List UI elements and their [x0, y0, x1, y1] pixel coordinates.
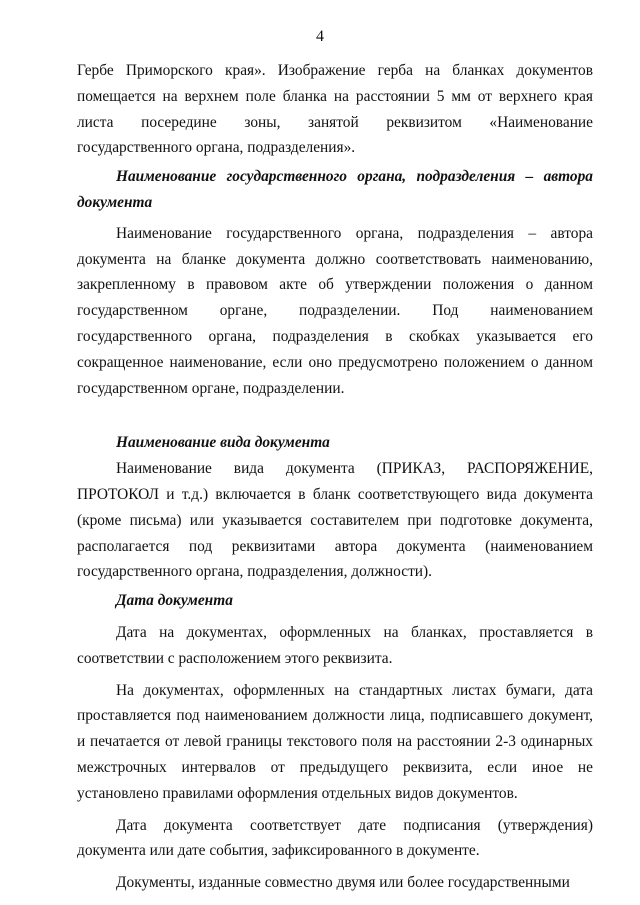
paragraph-date-signing: Дата документа соответствует дате подписания (утверждения) документа или дате события, зафиксированного в документе.	[77, 816, 593, 860]
paragraph-date-on-sheets: На документах, оформленных на стандартных листах бумаги, дата проставляется под наименованием должности лица, подписавшего документ, и печатается от левой границы текстового поля на расстоянии 2-3 одинарных межстрочных интервалов от предыдущего реквизита, если иное не установлено правилами оформления отдельных видов документов.	[77, 681, 593, 802]
heading-document-date: Дата документа	[116, 592, 233, 610]
paragraph-coat-of-arms: Гербе Приморского края». Изображение герба на бланках документов помещается на верхнем поле бланка на расстоянии 5 мм от верхнего края листа посередине зоны, занятой реквизитом «Наименование государственного органа, подразделения».	[77, 62, 593, 157]
paragraph-date-on-blanks: Дата на документах, оформленных на бланках, проставляется в соответствии с расположением этого реквизита.	[77, 623, 593, 667]
page-number: 4	[316, 28, 324, 45]
paragraph-authority-name: Наименование государственного органа, подразделения – автора документа на бланке документа должно соответствовать наименованию, закрепленному в правовом акте об утверждении положения о данном государственном органе, подразделении. Под наименованием государственного органа, подразделения в скобках указывается его сокращенное наименование, если оно предусмотрено положением о данном государственном органе, подразделении.	[77, 224, 593, 397]
heading-document-type: Наименование вида документа	[116, 434, 330, 452]
paragraph-document-type: Наименование вида документа (ПРИКАЗ, РАСПОРЯЖЕНИЕ, ПРОТОКОЛ и т.д.) включается в бланк соответствующего вида документа (кроме письма) или указывается составителем при подготовке документа, располагается под реквизитами автора документа (наименованием государственного органа, подразделения, должности).	[77, 460, 593, 581]
document-body	[77, 58, 593, 896]
paragraph-joint-documents: Документы, изданные совместно двумя или более государственными	[116, 874, 570, 892]
heading-authority-name: Наименование государственного органа, подразделения – автора документа	[77, 168, 593, 211]
